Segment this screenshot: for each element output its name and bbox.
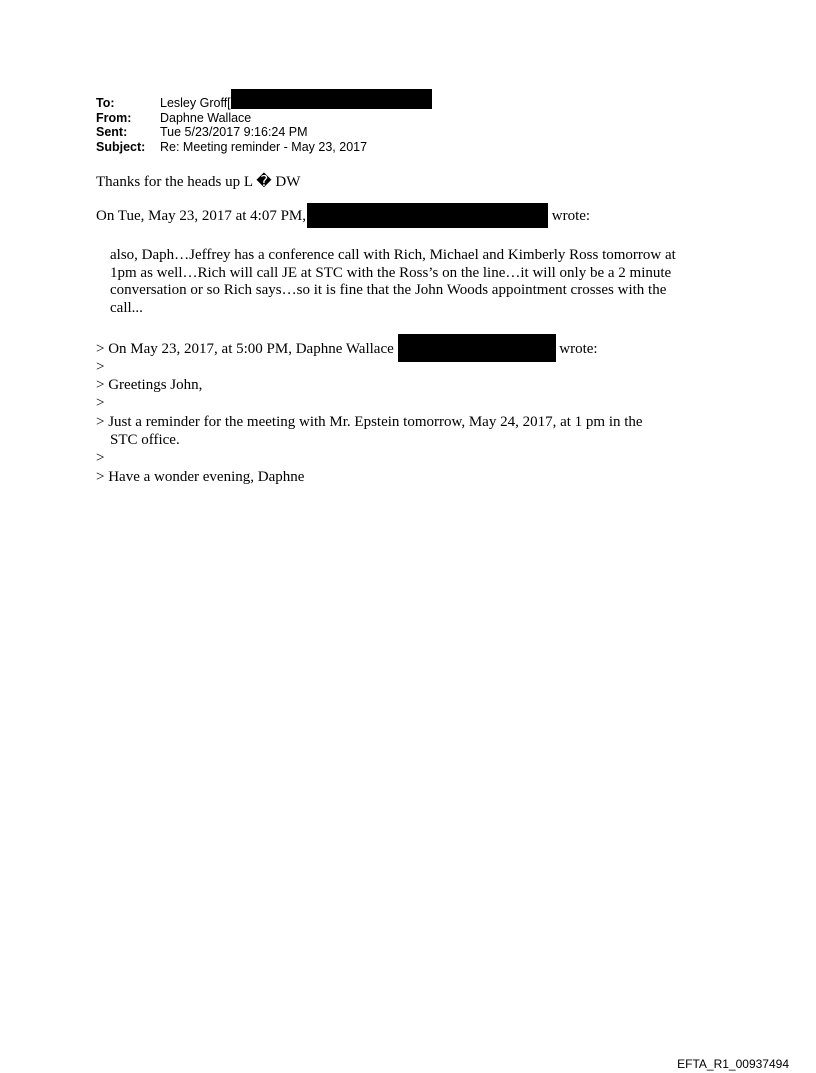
subject-value: Re: Meeting reminder - May 23, 2017 <box>160 139 368 154</box>
from-label: From: <box>96 110 132 125</box>
greeting-line: > Greetings John, <box>96 377 203 393</box>
quoted-line: 1pm as well…Rich will call JE at STC with the Ross’s on the line…it will only be a 2 minute <box>110 264 672 281</box>
quoted-line: conversation or so Rich says…so it is fine that the John Woods appointment crosses with the <box>110 282 667 298</box>
on-prefix: On Tue, May 23, 2017 at 4:07 PM, <box>96 208 307 224</box>
quote-header-suffix: wrote: <box>559 341 598 357</box>
signoff-line: > Have a wonder evening, Daphne <box>96 469 305 485</box>
quote-blank-line: > <box>96 450 105 466</box>
reply-text: Thanks for the heads up L � DW <box>96 174 301 190</box>
reminder-line-continued: STC office. <box>110 432 180 448</box>
redaction-block <box>398 334 556 362</box>
quoted-line: call... <box>110 299 143 316</box>
to-row <box>96 96 432 111</box>
quoted-paragraph <box>110 247 710 317</box>
sent-row <box>96 125 432 140</box>
document-id: EFTA_R1_00937494 <box>677 1057 789 1071</box>
quoted-line: also, Daph…Jeffrey has a conference call with Rich, Michael and Kimberly Ross tomorrow at <box>110 247 676 263</box>
to-label: To: <box>96 96 115 110</box>
to-value: Lesley Groff[ <box>160 96 231 110</box>
from-value: Daphne Wallace <box>160 110 252 125</box>
quote-header-prefix: > On May 23, 2017, at 5:00 PM, Daphne Wallace <box>96 341 394 357</box>
quote-blank-line: > <box>96 359 105 375</box>
sent-value: Tue 5/23/2017 9:16:24 PM <box>160 125 308 139</box>
from-row <box>96 111 432 126</box>
email-header <box>96 96 432 154</box>
on-suffix: wrote: <box>551 208 591 224</box>
redaction-block <box>307 203 548 228</box>
on-line <box>96 208 590 228</box>
quote-header-line <box>96 341 598 362</box>
quote-blank-line: > <box>96 395 105 411</box>
subject-row <box>96 140 432 155</box>
subject-label: Subject: <box>96 139 146 154</box>
reminder-line: > Just a reminder for the meeting with Mr. Epstein tomorrow, May 24, 2017, at 1 pm in the <box>96 414 643 430</box>
redaction-block <box>231 89 432 109</box>
sent-label: Sent: <box>96 125 128 139</box>
